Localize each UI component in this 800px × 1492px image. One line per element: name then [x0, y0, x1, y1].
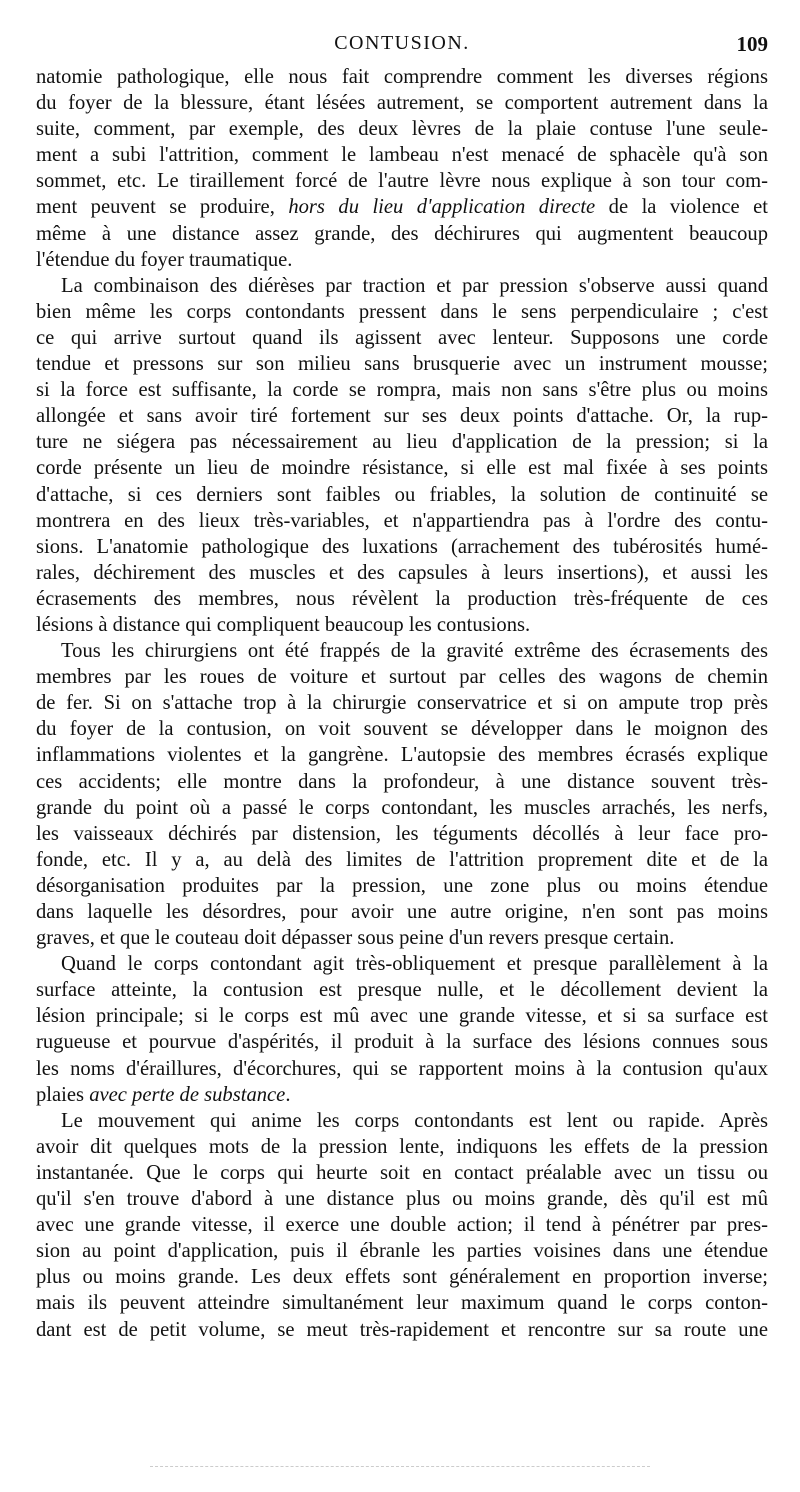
text-run: ces accidents; elle montre dans la profondeur, à une distance souvent très- — [36, 770, 768, 793]
text-run: plaies — [36, 1083, 90, 1106]
text-run: suite, comment, par exemple, des deux lèvres de la plaie contuse l'une seule- — [36, 118, 768, 141]
text-run: montrera en des lieux très-variables, et n'appartiendra pas à l'ordre des contu- — [36, 509, 768, 532]
text-run: ment a subi l'attrition, comment le lambeau n'est menacé de sphacèle qu'à son — [36, 144, 768, 167]
text-line — [36, 351, 768, 377]
text-line — [36, 482, 768, 508]
text-run: même à une distance assez grande, des déchirures qui augmentent beaucoup — [36, 222, 768, 245]
text-run: de fer. Si on s'attache trop à la chirurgie conservatrice et si on ampute trop près — [36, 692, 768, 715]
body-text — [36, 64, 768, 1343]
text-run: bien même les corps contondants pressent dans le sens perpendiculaire ; c'est — [36, 300, 768, 323]
text-line — [36, 221, 768, 247]
text-line — [36, 560, 768, 586]
text-run: membres par les roues de voiture et surtout par celles des wagons de chemin — [36, 666, 768, 689]
text-run: graves, et que le couteau doit dépasser sous peine d'un revers presque certain. — [36, 927, 675, 950]
page-number: 109 — [736, 32, 768, 56]
text-line — [36, 612, 768, 638]
text-run: allongée et sans avoir tiré fortement sur ses deux points d'attache. Or, la rup- — [36, 405, 768, 428]
text-line — [36, 925, 768, 951]
text-run: les vaisseaux déchirés par distension, les téguments décollés à leur face pro- — [36, 822, 768, 845]
text-line — [36, 168, 768, 194]
text-run: si la force est suffisante, la corde se rompra, mais non sans s'être plus ou moins — [36, 379, 768, 402]
text-line — [36, 638, 768, 664]
text-run: surface atteinte, la contusion est presque nulle, et le décollement devient la — [36, 979, 768, 1002]
text-run: sion au point d'application, puis il ébranle les parties voisines dans une étendue — [36, 1240, 768, 1263]
italic-text: avec perte de substance — [89, 1083, 286, 1106]
text-line — [36, 325, 768, 351]
text-line — [36, 873, 768, 899]
text-run: dant est de petit volume, se meut très-rapidement et rencontre sur sa route une — [36, 1318, 768, 1341]
text-line — [36, 1317, 768, 1343]
text-line — [36, 1082, 768, 1108]
text-run: écrasements des membres, nous révèlent la production très-fréquente de ces — [36, 587, 768, 610]
text-line — [36, 1160, 768, 1186]
text-line — [36, 377, 768, 403]
text-run: sions. L'anatomie pathologique des luxations (arrachement des tubérosités humé- — [36, 535, 768, 558]
text-run: l'étendue du foyer traumatique. — [36, 248, 293, 271]
text-line — [36, 1003, 768, 1029]
text-run: avoir dit quelques mots de la pression lente, indiquons les effets de la pression — [36, 1135, 768, 1158]
text-line — [36, 1290, 768, 1316]
text-run: natomie pathologique, elle nous fait comprendre comment les diverses régions — [36, 66, 768, 88]
text-line — [36, 64, 768, 90]
italic-text: hors du lieu d'application directe — [288, 196, 596, 219]
text-line — [36, 586, 768, 612]
text-run: ment peuvent se produire, — [36, 196, 289, 219]
text-run: inflammations violentes et la gangrène. L'autopsie des membres écrasés explique — [36, 744, 768, 767]
text-run: rales, déchirement des muscles et des capsules à leurs insertions), et aussi les — [36, 561, 768, 584]
text-run: du foyer de la blessure, étant lésées autrement, se comportent autrement dans la — [36, 92, 768, 115]
text-run: Quand le corps contondant agit très-obliquement et presque parallèlement à la — [61, 953, 768, 976]
text-line — [36, 1238, 768, 1264]
text-line — [36, 508, 768, 534]
text-run: Tous les chirurgiens ont été frappés de la gravité extrême des écrasements des — [61, 640, 768, 663]
text-run: rugueuse et pourvue d'aspérités, il produit à la surface des lésions connues sous — [36, 1031, 768, 1054]
text-run: plus ou moins grande. Les deux effets sont généralement en proportion inverse; — [36, 1266, 768, 1289]
text-line — [36, 1264, 768, 1290]
text-line — [36, 194, 768, 220]
text-run: Le mouvement qui anime les corps contondants est lent ou rapide. Après — [61, 1109, 768, 1132]
text-line — [36, 977, 768, 1003]
text-run: du foyer de la contusion, on voit souvent se développer dans le moignon des — [36, 718, 768, 741]
page-edge-mark — [150, 1466, 650, 1467]
text-run: avec une grande vitesse, il exerce une double action; il tend à pénétrer par pres- — [36, 1214, 768, 1237]
text-run: lésions à distance qui compliquent beaucoup les contusions. — [36, 613, 531, 636]
text-line — [36, 273, 768, 299]
text-run: tendue et pressons sur son milieu sans brusquerie avec un instrument mousse; — [36, 353, 768, 376]
text-line — [36, 299, 768, 325]
running-title: CONTUSION. — [334, 32, 470, 54]
text-run: grande du point où a passé le corps contondant, les muscles arrachés, les nerfs, — [36, 796, 768, 819]
text-line — [36, 1134, 768, 1160]
text-run: ce qui arrive surtout quand ils agissent avec lenteur. Supposons une corde — [36, 326, 768, 349]
text-line — [36, 534, 768, 560]
text-line — [36, 429, 768, 455]
text-run: ture ne siégera pas nécessairement au lieu d'application de la pression; si la — [36, 431, 768, 454]
text-run: fonde, etc. Il y a, au delà des limites de l'attrition proprement dite et de la — [36, 848, 768, 871]
text-line — [36, 90, 768, 116]
text-line — [36, 116, 768, 142]
text-line — [36, 142, 768, 168]
text-line — [36, 821, 768, 847]
text-run: désorganisation produites par la pression, une zone plus ou moins étendue — [36, 874, 768, 897]
text-line — [36, 742, 768, 768]
text-line — [36, 951, 768, 977]
text-line — [36, 847, 768, 873]
text-run: mais ils peuvent atteindre simultanément leur maximum quand le corps conton- — [36, 1292, 768, 1315]
text-line — [36, 247, 768, 273]
text-run: corde présente un lieu de moindre résistance, si elle est mal fixée à ses points — [36, 457, 768, 480]
text-run: sommet, etc. Le tiraillement forcé de l'autre lèvre nous explique à son tour com- — [36, 170, 768, 193]
text-line — [36, 664, 768, 690]
text-line — [36, 455, 768, 481]
text-line — [36, 795, 768, 821]
text-line — [36, 690, 768, 716]
text-run: . — [285, 1083, 291, 1106]
text-run: de la violence et — [595, 196, 768, 219]
text-line — [36, 1029, 768, 1055]
text-line — [36, 1108, 768, 1134]
text-run: dans laquelle les désordres, pour avoir une autre origine, n'en sont pas moins — [36, 901, 768, 923]
text-line — [36, 899, 768, 925]
text-line — [36, 1056, 768, 1082]
text-line — [36, 403, 768, 429]
text-run: les noms d'éraillures, d'écorchures, qui se rapportent moins à la contusion qu'aux — [36, 1057, 768, 1080]
text-line — [36, 769, 768, 795]
text-line — [36, 716, 768, 742]
running-head — [36, 32, 768, 56]
text-run: instantanée. Que le corps qui heurte soit en contact préalable avec un tissu ou — [36, 1161, 768, 1184]
text-run: lésion principale; si le corps est mû avec une grande vitesse, et si sa surface est — [36, 1005, 768, 1028]
text-line — [36, 1186, 768, 1212]
text-run: qu'il s'en trouve d'abord à une distance plus ou moins grande, dès qu'il est mû — [36, 1188, 768, 1211]
text-run: La combinaison des diérèses par traction et par pression s'observe aussi quand — [61, 274, 768, 297]
text-run: d'attache, si ces derniers sont faibles ou friables, la solution de continuité se — [36, 483, 768, 506]
text-line — [36, 1212, 768, 1238]
